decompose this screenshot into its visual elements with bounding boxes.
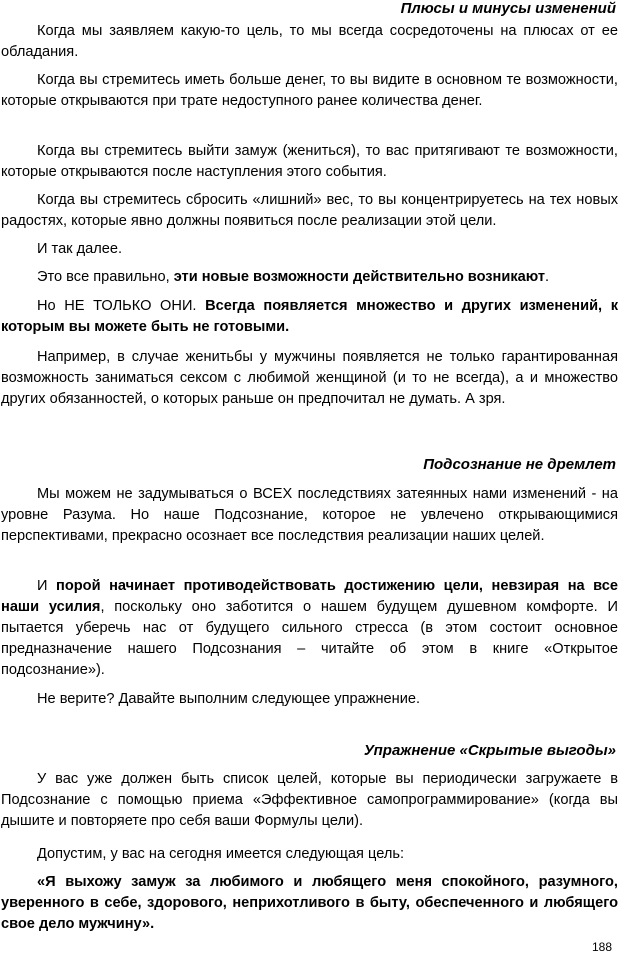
paragraph: Но НЕ ТОЛЬКО ОНИ. Всегда появляется множество и других изменений, к которым вы можете быть не готовыми. — [1, 298, 619, 335]
paragraph: Когда вы стремитесь сбросить «лишний» вес, то вы концентрируетесь на тех новых радостях, которые явно должны появиться после реализации этой цели. — [1, 192, 618, 229]
paragraph: У вас уже должен быть список целей, которые вы периодически загружаете в Подсознание с помощью приема «Эффективное самопрограммирование» (когда вы дышите и повторяете про себя ваши Формулы цели). — [1, 771, 618, 829]
paragraph: Не верите? Давайте выполним следующее упражнение. — [37, 691, 421, 707]
section-heading: Подсознание не дремлет — [423, 456, 616, 473]
paragraph: Это все правильно, эти новые возможности действительно возникают. — [37, 269, 550, 285]
paragraph: Когда мы заявляем какую-то цель, то мы всегда сосредоточены на плюсах от ее обладания. — [1, 23, 618, 60]
section-heading: Плюсы и минусы изменений — [400, 0, 616, 17]
paragraph: Когда вы стремитесь иметь больше денег, то вы видите в основном те возможности, которые открываются при трате недоступного ранее количества денег. — [1, 72, 618, 109]
paragraph: Допустим, у вас на сегодня имеется следующая цель: — [37, 846, 405, 862]
section-heading: Упражнение «Скрытые выгоды» — [363, 742, 616, 759]
paragraph: И порой начинает противодействовать достижению цели, невзирая на все наши усилия, поскольку оно заботится о нашем будущем душевном комфорте. И пытается уберечь нас от будущего сильного стресса (в этом состоит основное предназначение нашего Подсознания – читайте об этом в книге «Открытое подсознание»). — [1, 578, 619, 678]
paragraph: И так далее. — [37, 241, 123, 257]
paragraph: Например, в случае женитьбы у мужчины появляется не только гарантированная возможность заниматься сексом с любимой женщиной (и то не всегда), а и множество других обязанностей, о которых раньше он предпочитал не думать. А зря. — [1, 349, 618, 407]
page-number: 188 — [591, 940, 612, 954]
paragraph: Мы можем не задумываться о ВСЕХ последствиях затеянных нами изменений - на уровне Разума. Но наше Подсознание, которое не увлечено открывающимися перспективами, прекрасно осознает все последствия реализации наших целей. — [1, 486, 618, 544]
goal-formula-paragraph: «Я выхожу замуж за любимого и любящего меня спокойного, разумного, уверенного в себе, здорового, неприхотливого в быту, обеспеченного и любящего свое дело мужчину». — [1, 874, 618, 932]
paragraph: Когда вы стремитесь выйти замуж (жениться), то вас притягивают те возможности, которые открываются после наступления этого события. — [1, 143, 618, 180]
